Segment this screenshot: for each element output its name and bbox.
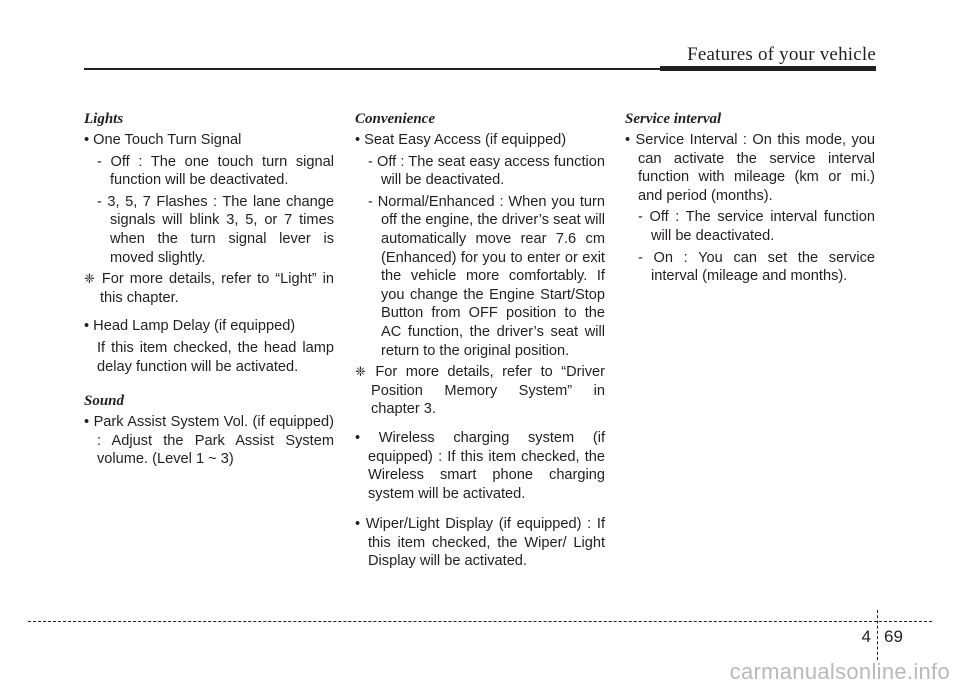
list-item-seat-easy <box>355 131 605 150</box>
footer-rule <box>28 621 932 622</box>
bullet-wireless-text: • Wireless charging system (if equipped) : If this item checked, the Wireless smart phone charging system will be activated. <box>355 430 605 502</box>
bullet-head-lamp-text: • Head Lamp Delay (if equipped) <box>84 318 295 334</box>
list-item-wireless <box>355 429 605 503</box>
list-item-one-touch <box>84 131 334 150</box>
note-light <box>84 270 334 307</box>
column-right <box>625 110 875 289</box>
sub-item-seat-off: - Off : The seat easy access function will be deactivated. <box>368 153 605 189</box>
head-lamp-description: If this item checked, the head lamp delay function will be activated. <box>97 339 334 375</box>
note-mark-icon: ❈ <box>355 364 367 380</box>
section-title-sound: Sound <box>84 393 125 410</box>
section-title-service: Service interval <box>625 111 722 127</box>
bullet-one-touch-text: • One Touch Turn Signal <box>84 132 241 148</box>
note-light-text: For more details, refer to “Light” in this chapter. <box>95 271 334 306</box>
column-middle <box>355 110 605 574</box>
sub-item-off: - Off : The one touch turn signal function will be deactivated. <box>97 153 334 189</box>
page-header-title: Features of your vehicle <box>687 44 876 65</box>
sub-item-service-off: - Off : The service interval function will be deactivated. <box>638 209 875 244</box>
page-number-divider <box>877 610 878 660</box>
chapter-number: 4 <box>861 627 871 646</box>
column-left <box>84 110 334 472</box>
bullet-service-interval-text: • Service Interval : On this mode, you can activate the service interval function with mileage (km or mi.) and period (months). <box>625 132 875 204</box>
list-item-service-interval <box>625 131 875 205</box>
list-item-park-assist <box>84 413 334 469</box>
bullet-park-assist-text: • Park Assist System Vol. (if equipped) : Adjust the Park Assist System volume. (Level 1 ~ 3) <box>84 414 334 467</box>
page-number: 69 <box>884 627 903 646</box>
sub-item-flashes: - 3, 5, 7 Flashes : The lane change signals will blink 3, 5, or 7 times when the turn signal lever is moved slightly. <box>97 193 334 266</box>
note-driver-position-text: For more details, refer to “Driver Position Memory System” in chapter 3. <box>366 364 605 418</box>
bullet-wiper-text: • Wiper/Light Display (if equipped) : If this item checked, the Wiper/ Light Display will be activated. <box>355 516 605 569</box>
list-item-head-lamp <box>84 317 334 336</box>
watermark: carmanualsonline.info <box>729 659 950 684</box>
sub-item-service-on: - On : You can set the service interval (mileage and months). <box>638 249 875 285</box>
section-title-lights: Lights <box>84 111 124 127</box>
header-rule-accent <box>660 66 876 71</box>
sub-item-seat-normal: - Normal/Enhanced : When you turn off the engine, the driver’s seat will automatically move rear 7.6 cm (Enhanced) for you to enter or exit the vehicle more comfortably. If you change the Engine Start/Stop Button from OFF position to the AC function, the driver’s seat will return to the original position. <box>368 193 605 359</box>
bullet-seat-easy-text: • Seat Easy Access (if equipped) <box>355 132 566 148</box>
note-driver-position <box>355 363 605 419</box>
note-mark-icon: ❈ <box>84 271 96 287</box>
section-title-convenience: Convenience <box>355 111 435 127</box>
list-item-wiper <box>355 515 605 571</box>
